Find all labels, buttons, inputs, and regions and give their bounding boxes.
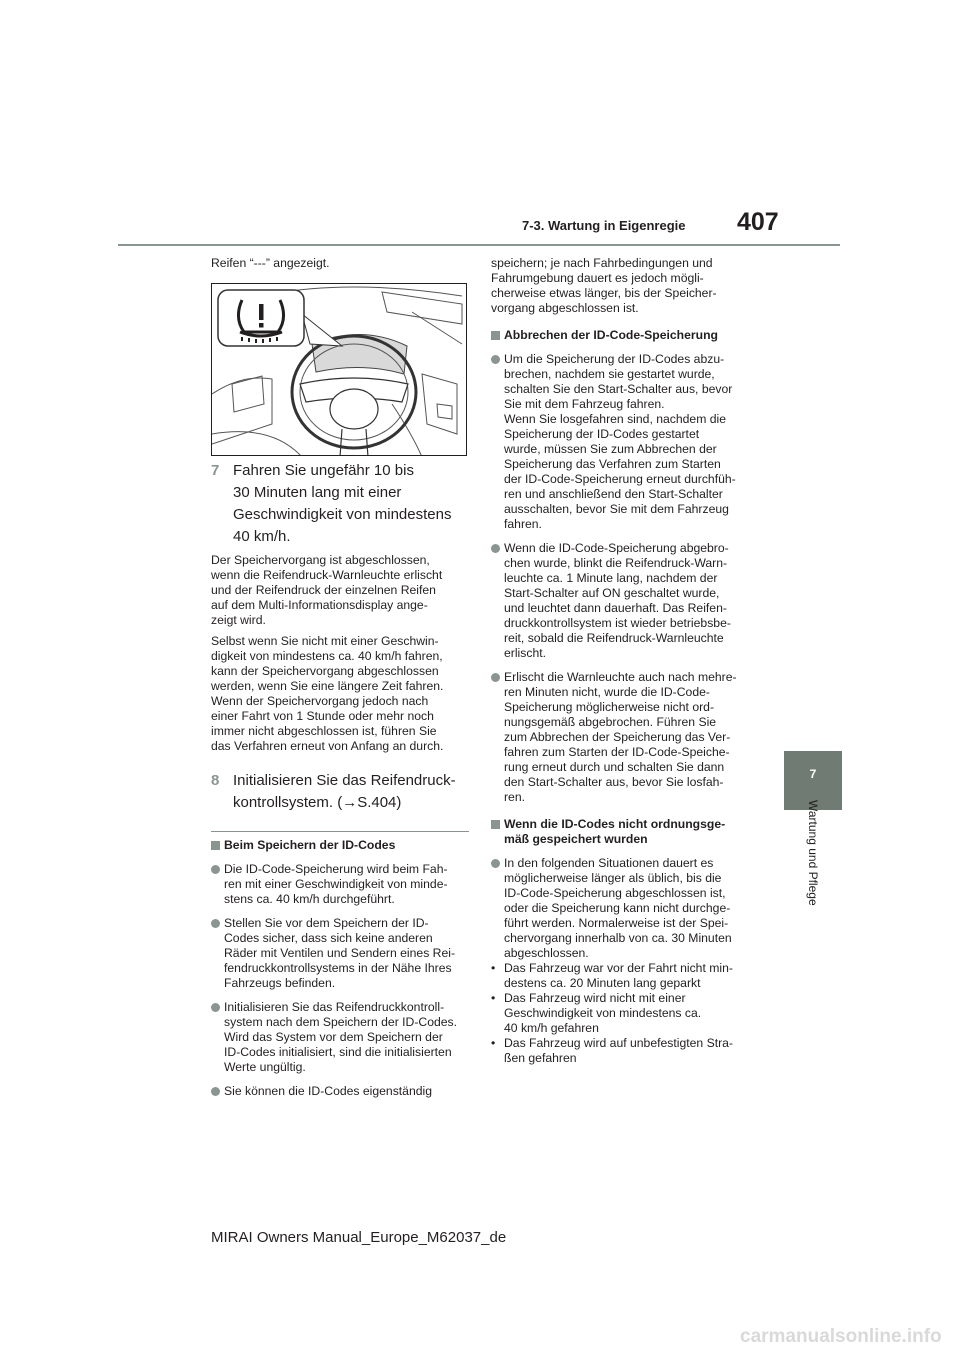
step-8-number: 8 bbox=[211, 772, 220, 789]
step-7-line: 30 Minuten lang mit einer bbox=[233, 484, 402, 501]
watermark: carmanualsonline.info bbox=[740, 1326, 942, 1347]
paragraph: speichern; je nach Fahrbedingungen und Fahrumgebung dauert es jedoch mögli- cherweise etwas länger, bis der Speicher- vorgang abgeschlossen ist. bbox=[491, 256, 717, 315]
header-rule bbox=[118, 244, 840, 246]
tpms-warning-illustration bbox=[212, 284, 467, 456]
section-heading: Beim Speichern der ID-Codes bbox=[211, 838, 469, 853]
list-item: Um die Speicherung der ID-Codes abzu- brechen, nachdem sie gestartet wurde, schalten Sie den Start-Schalter aus, bevor Sie mit dem Fahrzeug fahren. Wenn Sie losgefahren sind, nachdem die Speicherung der ID-Codes gestartet wurde, müssen Sie zum Abbrechen der Speicherung das Verfahren zum Starten der ID-Code-Speicherung erneut durchfüh- ren und anschließend den Start-Schalter ausschalten, bevor Sie mit dem Fahrzeug fahren. bbox=[491, 352, 751, 532]
section-divider bbox=[211, 831, 469, 832]
list-item: • Das Fahrzeug wird auf unbefestigten Stra- ßen gefahren bbox=[491, 1036, 751, 1066]
step-7-line: Geschwindigkeit von mindestens bbox=[233, 506, 452, 523]
list-item: Erlischt die Warnleuchte auch nach mehre- ren Minuten nicht, wurde die ID-Code- Speicherung möglicherweise nicht ord- nungsgemäß abgebrochen. Führen Sie zum Abbrechen der Speicherung das Ver- fahren zum Starten der ID-Code-Speiche- rung erneut durch und schalten Sie dann den Start-Schalter aus, bevor Sie losfah- ren. bbox=[491, 670, 751, 805]
step-8 bbox=[211, 770, 471, 814]
intro-text: Reifen “---” angezeigt. bbox=[211, 256, 330, 270]
left-column bbox=[211, 256, 469, 271]
left-notes bbox=[211, 831, 469, 1099]
list-item: Sie können die ID-Codes eigenständig bbox=[211, 1084, 469, 1099]
right-column bbox=[491, 256, 751, 1066]
list-item: In den folgenden Situationen dauert es möglicherweise länger als üblich, bis die ID-Code-Speicherung abgeschlossen ist, oder die Speicherung kann nicht durchge- führt werden. Normalerweise ist der Spei- chervorgang innerhalb von ca. 30 Minuten abgeschlossen. bbox=[491, 856, 751, 961]
chapter-number: 7 bbox=[809, 767, 817, 781]
list-item: Die ID-Code-Speicherung wird beim Fah- ren mit einer Geschwindigkeit von minde- stens ca. 40 km/h durchgeführt. bbox=[211, 862, 469, 907]
step-7 bbox=[211, 460, 471, 548]
step-7-line: 40 km/h. bbox=[233, 528, 291, 545]
step-8-link[interactable]: kontrollsystem. (→S.404) bbox=[233, 794, 402, 811]
paragraph: Der Speichervorgang ist abgeschlossen, wenn die Reifendruck-Warnleuchte erlischt und der Reifendruck der einzelnen Reifen auf dem Multi-Informationsdisplay ange- zeigt wird. bbox=[211, 553, 443, 627]
step-8-line: Initialisieren Sie das Reifendruck- bbox=[233, 772, 456, 789]
list-item: Wenn die ID-Code-Speicherung abgebro- chen wurde, blinkt die Reifendruck-Warn- leuchte ca. 1 Minute lang, nachdem der Start-Schalter auf ON geschaltet wurde, und leuchtet dann dauerhaft. Das Reifen- druckkontrollsystem ist wieder betriebsbe- reit, sobald die Reifendruck-Warnleuchte erlischt. bbox=[491, 541, 751, 661]
list-item: Initialisieren Sie das Reifendruckkontroll- system nach dem Speichern der ID-Codes. Wird das System vor dem Speichern der ID-Codes initialisiert, sind die initialisierten Werte ungültig. bbox=[211, 1000, 469, 1075]
section-heading: Abbrechen der ID-Code-Speicherung bbox=[491, 328, 751, 343]
step-7-number: 7 bbox=[211, 462, 220, 479]
dashboard-illustration bbox=[211, 283, 467, 456]
section-title: 7-3. Wartung in Eigenregie bbox=[522, 218, 686, 233]
footer-text: MIRAI Owners Manual_Europe_M62037_de bbox=[211, 1229, 507, 1246]
page-number: 407 bbox=[737, 208, 779, 236]
paragraph: Selbst wenn Sie nicht mit einer Geschwin- digkeit von mindestens ca. 40 km/h fahren, kann der Speichervorgang abgeschlossen werden, wenn Sie eine längere Zeit fahren. Wenn der Speichervorgang jedoch nach einer Fahrt von 1 Stunde oder mehr noch immer nicht abgeschlossen ist, führen Sie das Verfahren erneut von Anfang an durch. bbox=[211, 634, 444, 753]
section-heading: Wenn die ID-Codes nicht ordnungsge- mäß gespeichert wurden bbox=[491, 817, 751, 847]
list-item: • Das Fahrzeug wird nicht mit einer Geschwindigkeit von mindestens ca. 40 km/h gefahren bbox=[491, 991, 751, 1036]
list-item: Stellen Sie vor dem Speichern der ID- Codes sicher, dass sich keine anderen Räder mit Ventilen und Sendern eines Rei- fendruckkontrollsystems in der Nähe Ihres Fahrzeugs befinden. bbox=[211, 916, 469, 991]
list-item: • Das Fahrzeug war vor der Fahrt nicht min- destens ca. 20 Minuten lang geparkt bbox=[491, 961, 751, 991]
left-body bbox=[211, 553, 473, 754]
step-7-line: Fahren Sie ungefähr 10 bis bbox=[233, 462, 414, 479]
